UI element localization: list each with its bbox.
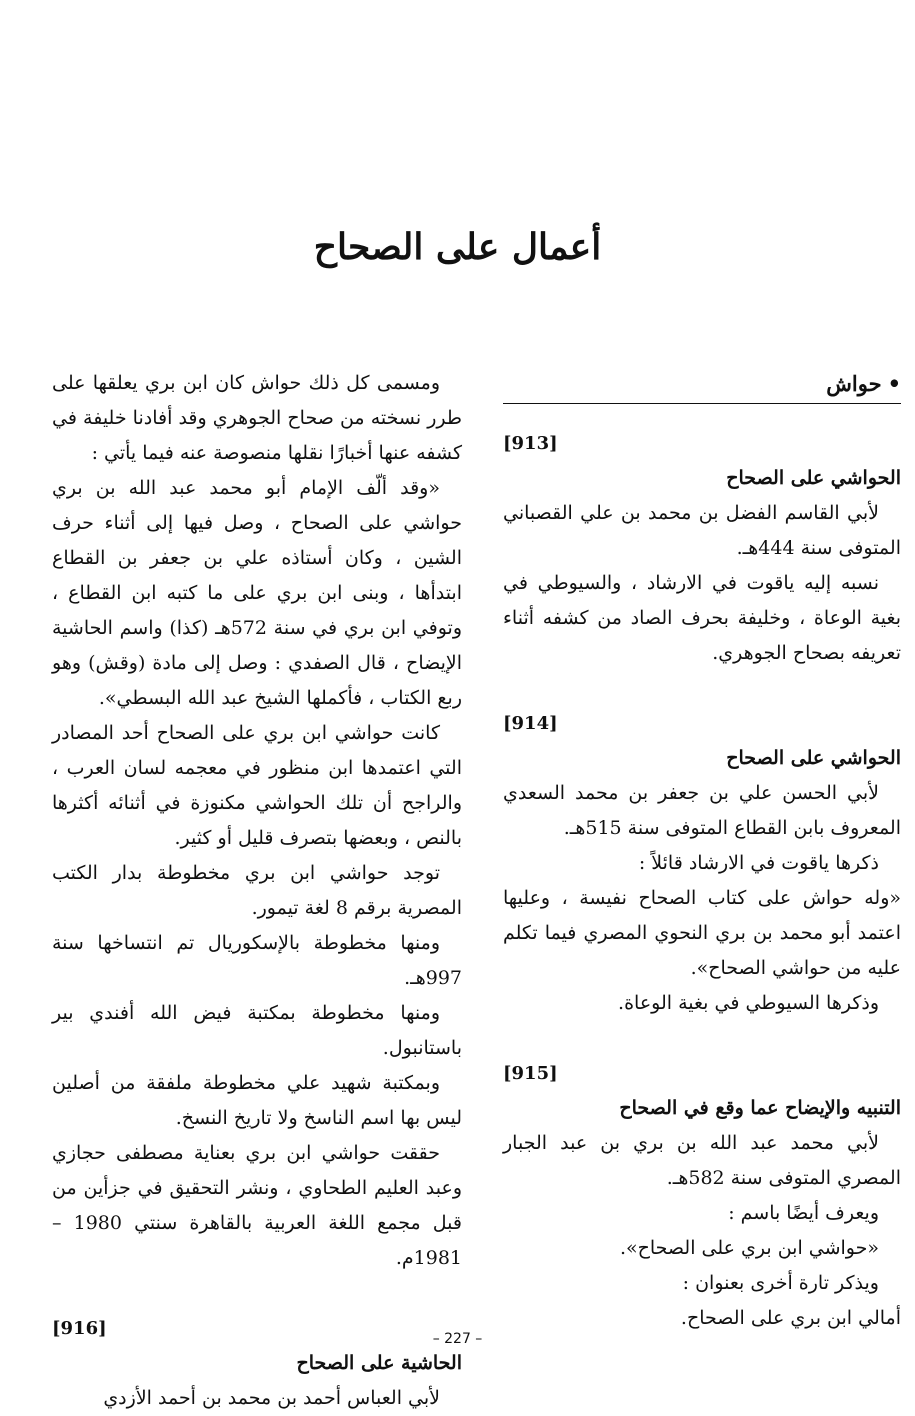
entry-number: [914] — [503, 713, 558, 734]
page-title: أعمال على الصحاح — [313, 226, 602, 268]
entry-paragraph: ويعرف أيضًا باسم : — [728, 1202, 879, 1224]
entry-title: التنبيه والإيضاح عما وقع في الصحاح — [619, 1097, 901, 1119]
body-paragraph: ومنها مخطوطة بمكتبة فيض الله أفندي بير باستانبول. — [52, 1002, 462, 1059]
entry-916 — [52, 1311, 462, 1416]
body-quote: «وقد ألّف الإمام أبو محمد عبد الله بن بري حواشي على الصحاح ، وصل فيها إلى أثناء حرف الشين ، وكان أستاذه علي بن جعفر بن القطاع ابتدأها ، وبنى ابن بري على ما كتبه ابن القطاع ، وتوفي ابن بري في سنة 572هـ (كذا) واسم الحاشية الإيضاح ، قال الصفدي : وصل إلى مادة (وقش) وهو ربع الكتاب ، فأكملها الشيخ عبد الله البسطي». — [52, 477, 462, 709]
entry-paragraph: «حواشي ابن بري على الصحاح». — [619, 1237, 879, 1259]
entry-quote: «وله حواش على كتاب الصحاح نفيسة ، وعليها اعتمد أبو محمد بن بري النحوي المصري فيما تكلم عليه من حواشي الصحاح». — [503, 887, 901, 979]
entry-914 — [503, 706, 901, 1021]
section-heading-label: حواش — [826, 371, 882, 396]
entry-author: لأبي القاسم الفضل بن محمد بن علي القصباني المتوفى سنة 444هـ. — [503, 502, 901, 559]
entry-913 — [503, 426, 901, 671]
page-number: – 227 – — [432, 1331, 483, 1347]
right-column — [503, 366, 901, 1336]
body-paragraph: ومسمى كل ذلك حواش كان ابن بري يعلقها على طرر نسخته من صحاح الجوهري وقد أفادنا خليفة في كشفه عنها أخبارًا نقلها منصوصة عنه فيما يأتي : — [52, 372, 462, 464]
entry-author: لأبي العباس أحمد بن محمد بن أحمد الأزدي — [103, 1387, 440, 1409]
entry-number: [913] — [503, 433, 558, 454]
entry-paragraph: نسبه إليه ياقوت في الارشاد ، والسيوطي في بغية الوعاة ، وخليفة بحرف الصاد من كشفه أثناء تعريفه بصحاح الجوهري. — [503, 572, 901, 664]
body-paragraph: وبمكتبة شهيد علي مخطوطة ملفقة من أصلين ليس بها اسم الناسخ ولا تاريخ النسخ. — [52, 1072, 462, 1129]
body-paragraph: ومنها مخطوطة بالإسكوريال تم انتساخها سنة 997هـ. — [52, 932, 462, 989]
body-paragraph: حققت حواشي ابن بري بعناية مصطفى حجازي وعبد العليم الطحاوي ، ونشر التحقيق في جزأين من قبل مجمع اللغة العربية بالقاهرة سنتي 1980 – 1981م. — [52, 1142, 462, 1269]
entry-number: [915] — [503, 1063, 558, 1084]
entry-author: لأبي الحسن علي بن جعفر بن محمد السعدي المعروف بابن القطاع المتوفى سنة 515هـ. — [503, 782, 901, 839]
entry-915 — [503, 1056, 901, 1336]
entry-title: الحواشي على الصحاح — [726, 467, 901, 489]
bullet-icon: • — [887, 371, 901, 396]
entry-author: لأبي محمد عبد الله بن بري بن عبد الجبار المصري المتوفى سنة 582هـ. — [503, 1132, 901, 1189]
section-heading — [503, 366, 901, 401]
entry-number: [916] — [52, 1318, 107, 1339]
body-paragraph: كانت حواشي ابن بري على الصحاح أحد المصادر التي اعتمدها ابن منظور في معجمه لسان العرب ، والراجح أن تلك الحواشي مكنوزة في أثنائه أكثرها بالنص ، وبعضها بتصرف قليل أو كثير. — [52, 722, 462, 849]
entry-title: الحاشية على الصحاح — [296, 1352, 462, 1374]
left-column — [52, 366, 462, 1416]
body-paragraph: توجد حواشي ابن بري مخطوطة بدار الكتب المصرية برقم 8 لغة تيمور. — [52, 862, 462, 919]
section-divider — [503, 403, 901, 404]
entry-title: الحواشي على الصحاح — [726, 747, 901, 769]
entry-paragraph: ذكرها ياقوت في الارشاد قائلاً : — [638, 852, 879, 874]
entry-paragraph: ويذكر تارة أخرى بعنوان : — [682, 1272, 879, 1294]
entry-paragraph: أمالي ابن بري على الصحاح. — [680, 1307, 901, 1329]
entry-paragraph: وذكرها السيوطي في بغية الوعاة. — [618, 992, 879, 1014]
